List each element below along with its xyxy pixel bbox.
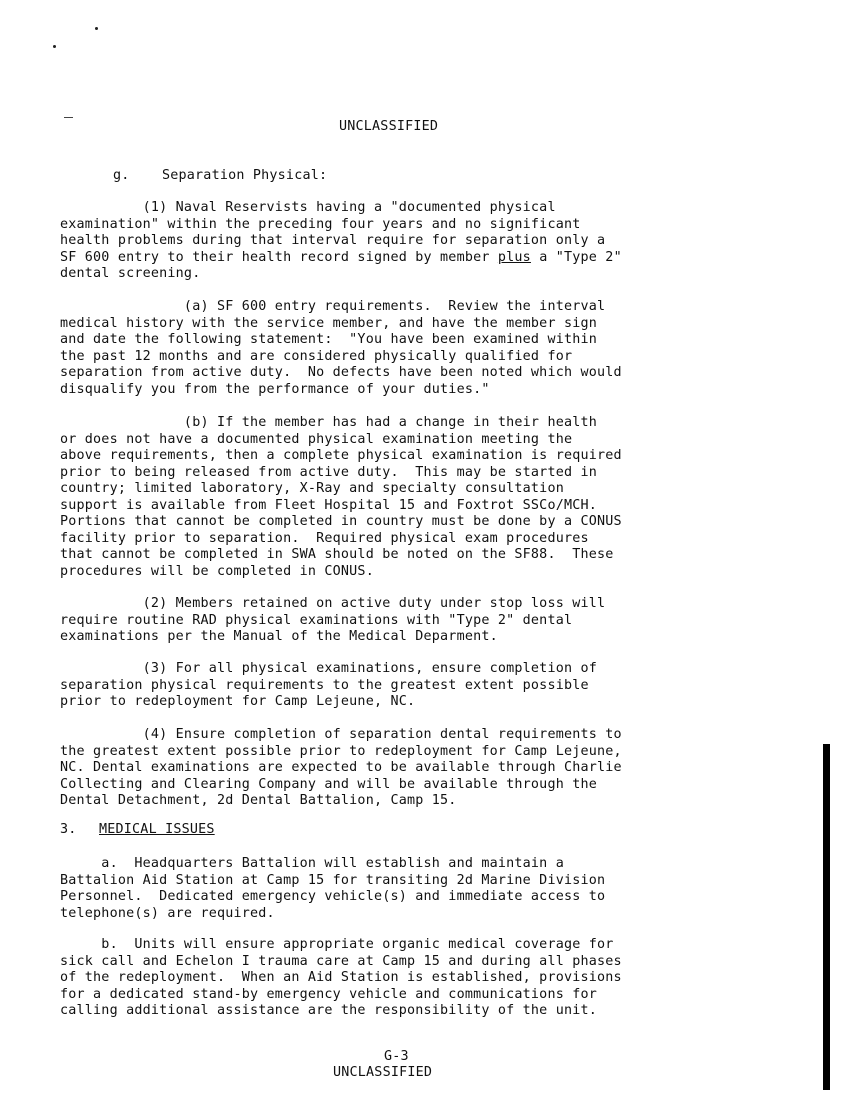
section-g-heading: Separation Physical:	[162, 168, 328, 183]
text-line: require routine RAD physical examinations with "Type 2" dental	[60, 612, 573, 628]
text-line: (4) Ensure completion of separation dental requirements to	[60, 727, 622, 742]
paragraph-3-a	[60, 856, 750, 922]
text-line: calling additional assistance are the responsibility of the unit.	[60, 1003, 598, 1018]
text-line: separation physical requirements to the greatest extent possible	[60, 677, 589, 693]
text-line: disqualify you from the performance of your duties."	[60, 381, 490, 397]
section-g-label: g.	[113, 168, 130, 183]
text-line: a. Headquarters Battalion will establish and maintain a	[60, 856, 564, 871]
text-line: examination" within the preceding four years and no significant	[60, 216, 581, 232]
scan-speck	[53, 45, 56, 48]
paragraph-g-1-b	[60, 415, 750, 580]
text-line: NC. Dental examinations are expected to be available through Charlie	[60, 760, 622, 775]
section-3-title: MEDICAL ISSUES	[99, 822, 215, 837]
text-line: medical history with the service member, and have the member sign	[60, 315, 598, 331]
paragraph-g-1	[60, 200, 750, 283]
text-line: telephone(s) are required.	[60, 905, 275, 921]
paragraph-g-2	[60, 596, 750, 646]
text-segment: a "Type 2"	[530, 249, 622, 265]
text-line: Battalion Aid Station at Camp 15 for transiting 2d Marine Division	[60, 872, 606, 888]
emphasis-plus: plus	[497, 249, 531, 265]
text-line: Personnel. Dedicated emergency vehicle(s) and immediate access to	[60, 889, 606, 904]
paragraph-g-3	[60, 661, 750, 711]
text-line	[60, 250, 750, 267]
text-line: sick call and Echelon I trauma care at Camp 15 and during all phases	[60, 953, 622, 969]
section-3-number: 3.	[60, 822, 77, 837]
text-line: facility prior to separation. Required physical exam procedures	[60, 530, 589, 546]
text-line: procedures will be completed in CONUS.	[60, 563, 374, 579]
text-line: b. Units will ensure appropriate organic medical coverage for	[60, 937, 614, 952]
text-line: the greatest extent possible prior to redeployment for Camp Lejeune,	[60, 743, 622, 759]
scan-speck	[95, 27, 98, 30]
text-line: the past 12 months and are considered physically qualified for	[60, 348, 573, 364]
text-line: Dental Detachment, 2d Dental Battalion, Camp 15.	[60, 793, 457, 808]
text-line: country; limited laboratory, X-Ray and specialty consultation	[60, 481, 564, 496]
text-line: Collecting and Clearing Company and will be available through the	[60, 776, 598, 792]
text-line: for a dedicated stand-by emergency vehicle and communications for	[60, 986, 598, 1002]
text-line: dental screening.	[60, 266, 201, 281]
header-classification: UNCLASSIFIED	[339, 119, 439, 134]
text-line: above requirements, then a complete physical examination is required	[60, 448, 622, 463]
text-line: (1) Naval Reservists having a "documented physical	[60, 200, 556, 215]
text-line: (2) Members retained on active duty under stop loss will	[60, 596, 606, 611]
paragraph-g-1-a	[60, 299, 750, 398]
change-bar	[823, 744, 830, 1090]
text-line: (b) If the member has had a change in their health	[60, 415, 598, 430]
text-line: support is available from Fleet Hospital 15 and Foxtrot SSCo/MCH.	[60, 497, 598, 513]
text-line: health problems during that interval require for separation only a	[60, 233, 606, 248]
text-segment: SF 600 entry to their health record signed by member	[60, 249, 498, 265]
text-line: that cannot be completed in SWA should be noted on the SF88. These	[60, 547, 614, 562]
text-line: of the redeployment. When an Aid Station is established, provisions	[60, 970, 622, 985]
text-line: separation from active duty. No defects have been noted which would	[60, 365, 622, 380]
text-line: or does not have a documented physical examination meeting the	[60, 431, 573, 447]
text-line: (a) SF 600 entry requirements. Review the interval	[60, 299, 606, 314]
paragraph-g-4	[60, 727, 750, 810]
footer-classification: UNCLASSIFIED	[333, 1065, 433, 1080]
paragraph-3-b	[60, 937, 750, 1020]
text-line: (3) For all physical examinations, ensure completion of	[60, 661, 598, 676]
text-line: Portions that cannot be completed in country must be done by a CONUS	[60, 514, 622, 529]
scan-mark	[64, 117, 73, 118]
text-line: and date the following statement: "You have been examined within	[60, 332, 598, 347]
text-line: prior to being released from active duty. This may be started in	[60, 464, 598, 480]
page-number: G-3	[384, 1049, 409, 1064]
text-line: prior to redeployment for Camp Lejeune, NC.	[60, 694, 416, 709]
text-line: examinations per the Manual of the Medical Deparment.	[60, 629, 498, 644]
